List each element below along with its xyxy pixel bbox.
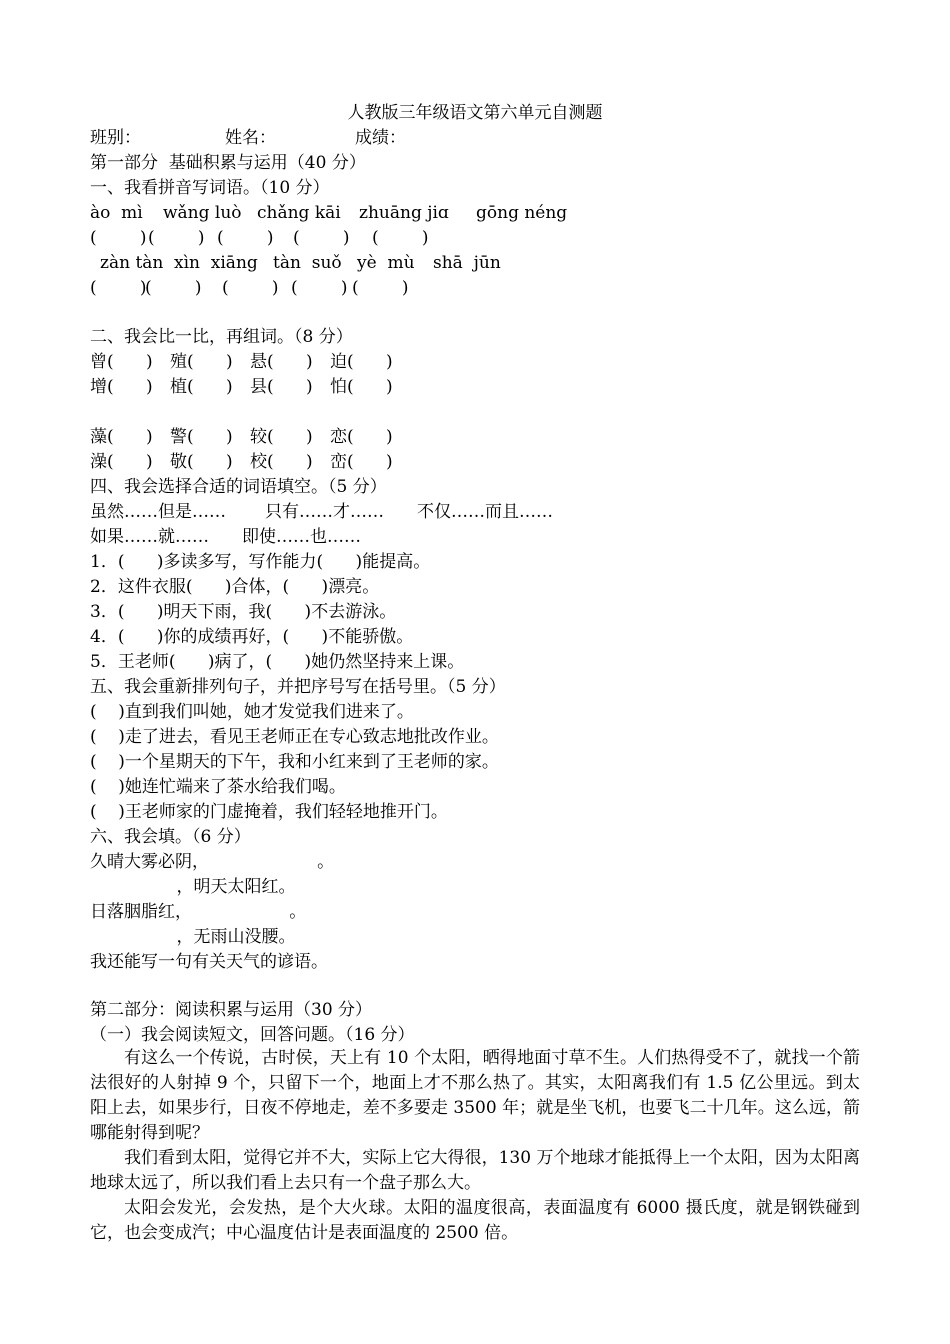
pinyin-item: shā jūn (433, 253, 501, 273)
answer-blank[interactable]: ( ) (145, 278, 202, 298)
fill-item[interactable]: 4．( )你的成绩再好，( )不能骄傲。 (90, 627, 414, 647)
compare-item[interactable]: 植( ) (170, 377, 233, 397)
option-item: 只有……才…… (265, 502, 384, 522)
fill-item[interactable]: 3．( )明天下雨，我( )不去游泳。 (90, 602, 397, 622)
fill-item[interactable]: 1．( )多读多写，写作能力( )能提高。 (90, 552, 431, 572)
compare-item[interactable]: 迫( ) (330, 352, 393, 372)
compare-row (90, 352, 490, 374)
options-row-1 (90, 502, 610, 524)
reading-paragraph: 有这么一个传说，古时侯，天上有 10 个太阳，晒得地面寸草不生。人们热得受不了，就找一个箭法很好的人射掉 9 个，只留下一个，地面上才不那么热了。其实，太阳离我们有 1.5 亿公里远。到太阳上去，如果步行，日夜不停地走，差不多要走 3500 年；就是坐飞机，也要飞二十几年。这么远，箭哪能射得到呢？ (90, 1048, 860, 1143)
compare-item[interactable]: 藻( ) (90, 427, 153, 447)
compare-row (90, 452, 490, 474)
q1-title: 一、我看拼音写词语。（10 分） (90, 178, 330, 198)
compare-row (90, 377, 490, 399)
option-item: 如果……就…… (90, 527, 209, 547)
name-label: 姓名： (225, 128, 276, 148)
answer-blank[interactable]: ( ) (222, 278, 279, 298)
option-item: 虽然……但是…… (90, 502, 226, 522)
page-title: 人教版三年级语文第六单元自测题 (347, 103, 603, 123)
order-item[interactable]: ( )一个星期天的下午，我和小红来到了王老师的家。 (90, 752, 499, 772)
fill-item[interactable]: 5．王老师( )病了，( )她仍然坚持来上课。 (90, 652, 465, 672)
compare-item[interactable]: 敬( ) (170, 452, 233, 472)
answer-blank[interactable]: ( ) (293, 228, 350, 248)
pinyin-item: gōng néng (476, 203, 568, 223)
compare-row (90, 427, 490, 449)
q6-title: 六、我会填。（6 分） (90, 827, 251, 847)
pinyin-item: ào mì (90, 203, 143, 223)
answer-blank[interactable]: ( ) (372, 228, 429, 248)
score-label: 成绩： (355, 128, 406, 148)
proverb-line[interactable]: 日落胭脂红， 。 (90, 902, 307, 922)
pinyin-row-1 (90, 203, 690, 225)
class-label: 班别： (90, 128, 141, 148)
student-info-row (90, 128, 590, 150)
order-item[interactable]: ( )她连忙端来了茶水给我们喝。 (90, 777, 346, 797)
order-item[interactable]: ( )直到我们叫她，她才发觉我们进来了。 (90, 702, 414, 722)
answer-blank[interactable]: ( ) (148, 228, 205, 248)
proverb-line[interactable]: ，无雨山没腰。 (90, 927, 296, 947)
compare-item[interactable]: 增( ) (90, 377, 153, 397)
fill-item[interactable]: 2．这件衣服( )合体，( )漂亮。 (90, 577, 380, 597)
compare-item[interactable]: 悬( ) (250, 352, 313, 372)
reading-paragraph: 我们看到太阳，觉得它并不大，实际上它大得很，130 万个地球才能抵得上一个太阳，因为太阳离地球太远了，所以我们看上去只有一个盘子那么大。 (90, 1148, 860, 1193)
pinyin-row-2 (90, 253, 690, 275)
pinyin-item: xìn xiāng (174, 253, 258, 273)
proverb-line[interactable]: 久晴大雾必阴， 。 (90, 852, 335, 872)
option-item: 即使……也…… (242, 527, 361, 547)
answer-row-2 (90, 278, 690, 300)
pinyin-item: wǎng luò (163, 203, 242, 223)
compare-item[interactable]: 澡( ) (90, 452, 153, 472)
compare-item[interactable]: 警( ) (170, 427, 233, 447)
order-item[interactable]: ( )走了进去，看见王老师正在专心致志地批改作业。 (90, 727, 499, 747)
answer-blank[interactable]: ( ) (291, 278, 348, 298)
options-row-2 (90, 527, 490, 549)
pinyin-item: yè mù (357, 253, 415, 273)
q5-title: 五、我会重新排列句子，并把序号写在括号里。（5 分） (90, 677, 506, 697)
q4-title: 四、我会选择合适的词语填空。（5 分） (90, 477, 387, 497)
pinyin-item: chǎng kāi (257, 203, 341, 223)
q2-title: 二、我会比一比，再组词。（8 分） (90, 327, 353, 347)
compare-item[interactable]: 曾( ) (90, 352, 153, 372)
reading-section-title: （一）我会阅读短文，回答问题。（16 分） (90, 1025, 415, 1045)
option-item: 不仅……而且…… (417, 502, 553, 522)
answer-row-1 (90, 228, 690, 250)
compare-item[interactable]: 峦( ) (330, 452, 393, 472)
compare-item[interactable]: 怕( ) (330, 377, 393, 397)
compare-item[interactable]: 较( ) (250, 427, 313, 447)
compare-item[interactable]: 殖( ) (170, 352, 233, 372)
proverb-prompt: 我还能写一句有关天气的谚语。 (90, 952, 328, 972)
reading-paragraph: 太阳会发光，会发热，是个大火球。太阳的温度很高，表面温度有 6000 摄氏度，就是钢铁碰到它，也会变成汽；中心温度估计是表面温度的 2500 倍。 (90, 1198, 860, 1243)
part2-heading: 第二部分：阅读积累与运用（30 分） (90, 1000, 373, 1020)
pinyin-item: tàn suǒ (273, 253, 342, 273)
answer-blank[interactable]: ( ) (90, 228, 147, 248)
compare-item[interactable]: 校( ) (250, 452, 313, 472)
part1-heading: 第一部分 基础积累与运用（40 分） (90, 153, 366, 173)
pinyin-item: zàn tàn (100, 253, 164, 273)
answer-blank[interactable]: ( ) (352, 278, 409, 298)
pinyin-item: zhuāng jiɑ (359, 203, 449, 223)
answer-blank[interactable]: ( ) (90, 278, 147, 298)
compare-item[interactable]: 恋( ) (330, 427, 393, 447)
answer-blank[interactable]: ( ) (217, 228, 274, 248)
compare-item[interactable]: 县( ) (250, 377, 313, 397)
order-item[interactable]: ( )王老师家的门虚掩着，我们轻轻地推开门。 (90, 802, 448, 822)
proverb-line[interactable]: ，明天太阳红。 (90, 877, 296, 897)
